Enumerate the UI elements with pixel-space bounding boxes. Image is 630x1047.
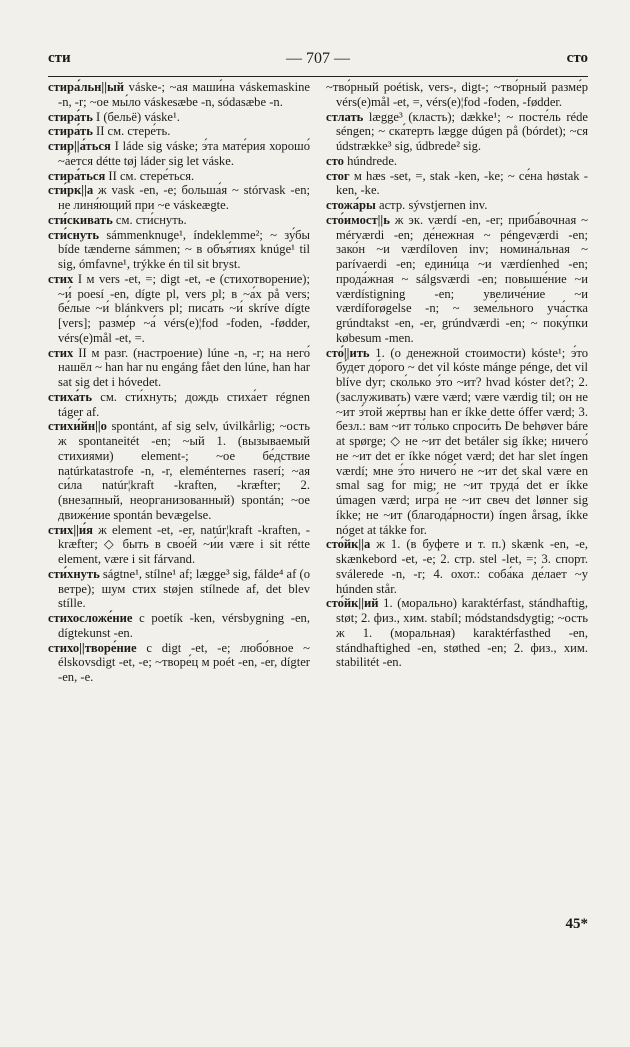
headword: сти́хнуть	[48, 566, 100, 581]
dictionary-entry	[48, 228, 310, 272]
entry-definition: lægge³ (класть); dække¹; ~ посте́ль réde séngen; ~ ска́терть lægge dúgen på (bórdet); ~ся údstrække³ sig, údbrede² sig.	[336, 109, 588, 153]
header-rule	[48, 76, 588, 77]
entry-definition: см. сти́хнуть; дождь стиха́ет régnen táger af.	[58, 389, 310, 419]
dictionary-entry	[326, 346, 588, 538]
headword: стира́ться	[48, 168, 106, 183]
right-column	[326, 80, 588, 670]
dictionary-entry	[326, 537, 588, 596]
headword: стиха́ть	[48, 389, 92, 404]
headword: стлать	[326, 109, 364, 124]
entry-definition: ~тво́рный poétisk, vers-, digt-; ~тво́рный разме́р vérs(e)mål -et, =, vérs(e)¦fod -foden, -fødder.	[326, 80, 588, 109]
entry-definition: астр. sývstjernen inv.	[375, 198, 488, 212]
headword: сти́скивать	[48, 212, 113, 227]
headword: сто́йк||ий	[326, 596, 379, 611]
entry-definition: I láde sig váske; э́та мате́рия хорошо́ ~а́ется détte tøj láder sig let váske.	[58, 139, 310, 168]
entry-definition: II м разг. (настроение) lúne -n, -r; на него́ нашёл ~ han har nu engáng fået den lúne, han har sat sig det i hóvedet.	[58, 345, 310, 389]
entry-definition: váske-; ~ая маши́на váskemaskine -n, -r; ~ое мы́ло váskesæbe -n, sódasæbe -n.	[58, 80, 310, 109]
entry-definition: II см. стере́ться.	[105, 168, 195, 183]
headword: стихи́йн||о	[48, 419, 107, 434]
entry-definition: см. сти́снуть.	[112, 212, 187, 227]
dictionary-entry	[48, 611, 310, 641]
entry-definition: ж element -et, -er, natúr¦kraft -kraften, -kræfter; ◇ быть в свое́й ~и́и være i sit rétte element, være i sit fárvand.	[58, 522, 310, 566]
dictionary-entry	[326, 596, 588, 670]
entry-definition: ж эк. værdí -en, -er; приба́вочная ~ mérværdi -en; де́нежная ~ péngeværdi -en; зако́н ~и værdíloven inv; номина́льная ~ parívaerdi -en; едини́ца ~и værdíenhed -en; прода́жная ~ sálgsværdi -en; повыше́ние ~и værdístigning -en; увеличе́ние ~и værdíforøgelse -n; ~ земе́льного уча́стка grúndtakst -en, -er, grúndværdi -en; ~ поку́пки købesum -men.	[336, 212, 588, 345]
headword: сто́||ить	[326, 345, 370, 360]
headword: стог	[326, 168, 350, 183]
dictionary-entry	[326, 213, 588, 346]
dictionary-entry	[48, 641, 310, 685]
header-right-guide-word: сто	[566, 50, 588, 66]
headword: стир||а́ться	[48, 139, 111, 153]
left-column	[48, 80, 310, 685]
headword: стих	[48, 271, 74, 286]
headword: стихосложе́ние	[48, 611, 133, 625]
dictionary-entry	[48, 183, 310, 213]
dictionary-entry	[48, 124, 310, 139]
headword: сто	[326, 153, 344, 168]
headword: стих	[48, 345, 74, 360]
dictionary-entry	[48, 139, 310, 169]
signature-mark: 45*	[565, 916, 588, 932]
entry-definition: ж vask -en, -e; больша́я ~ stórvask -en; не линя́ющий при ~е váskeægte.	[58, 183, 310, 212]
dictionary-entry	[48, 346, 310, 390]
dictionary-entry	[48, 390, 310, 420]
entry-definition: с poetík -ken, vérsbygning -en, dígtekunst -en.	[58, 611, 310, 640]
headword: стих||и́я	[48, 522, 93, 537]
entry-definition: húndrede.	[343, 153, 398, 168]
entry-definition: м hæs -set, =, stak -ken, -ke; ~ се́на høstak -ken, -ke.	[336, 168, 588, 198]
headword: стира́ть	[48, 124, 93, 139]
entry-definition: I (бельё) váske¹.	[92, 109, 180, 124]
headword: сто́йк||а	[326, 537, 371, 552]
headword: сто́имост||ь	[326, 212, 390, 227]
dictionary-entry	[326, 110, 588, 154]
dictionary-entry	[48, 567, 310, 611]
entry-definition: 1. (морально) karaktérfast, stándhaftig, støt; 2. физ., хим. stabíl; módstandsdygtig; ~ость ж 1. (моральная) karaktérfasthed -en, stándhaftighed -en, støthed -en; 2. физ., хим. stabilitét -en.	[336, 596, 588, 670]
dictionary-entry	[326, 169, 588, 199]
dictionary-entry	[48, 110, 310, 125]
dictionary-entry	[48, 419, 310, 522]
headword: сти́снуть	[48, 227, 100, 242]
dictionary-entry	[48, 80, 310, 110]
headword: стира́ть	[48, 109, 93, 124]
entry-definition: spontánt, af sig selv, úvilkårlig; ~ость ж spontaneitét -en; ~ый 1. (вызываемый стихиями) element-; ~ое бе́дствие natúrkatastrofe -n, -r, eleménternes raserí; ~ая си́ла natúr¦kraft -kraften, -kræfter; 2. (внезапный, неорганизованный) spontán; ~ое движе́ние spontán bevægelse.	[58, 419, 310, 522]
entry-definition: II см. стере́ть.	[92, 124, 171, 139]
entry-definition: ж 1. (в буфете и т. п.) skænk -en, -e, skænkebord -et, -e; 2. стр. stel -let, =; 3. спорт. sválerede -n, -r; 4. охот.: соба́ка де́лает ~у húnden står.	[336, 537, 588, 596]
entry-definition: I м vers -et, =; digt -et, -e (стихотворение); ~и́ poesí -en, dígte pl, vers pl; в ~а́х på vers; бе́лые ~и́ blánkvers pl; писа́ть ~и́ skríve dígte [vers]; разме́р ~а́ vérs(e)¦fod -foden, -fødder, vérs(e)mål -et, =.	[58, 271, 310, 345]
headword: стира́льн||ый	[48, 80, 125, 94]
entry-definition: 1. (о денежной стоимости) kóste¹; э́то бу́дет до́рого ~ det vil kóste mánge pénge, det vil blíve dyr; ско́лько э́то ~ит? hvad kóster det?; 2. (заслуживать) være værd; være værdig til; он не ~ит э́той же́ртвы han er íkke dette óffer værd; 3. безл.: вам ~ит то́лько спроси́ть De behøver báre at spørge; ◇ не ~ит det betáler sig íkke; ничего́ не ~ит det er íkke nóget værd; det har slet íngen værdí; мне э́то ничего́ не ~ит det skal være en smal sag for mig; не ~ит труда́ det er íkke úmagen værd; игра́ не ~ит свеч det lønner sig íkke; не ~ит (благода́рности) íngen årsag, íkke nóget at tákke for.	[336, 345, 588, 537]
dictionary-entry	[326, 154, 588, 169]
headword: стихо||творе́ние	[48, 640, 137, 655]
dictionary-entry	[48, 272, 310, 346]
dictionary-entry	[326, 198, 588, 213]
header-left-guide-word: сти	[48, 50, 71, 66]
page-header	[48, 50, 588, 74]
dictionary-entry	[48, 523, 310, 567]
dictionary-entry	[48, 213, 310, 228]
entry-definition: ságtne¹, stílne¹ af; lægge³ sig, fálde⁴ af (о ветре); шум стих støjen stílnede af, det blev stílle.	[58, 566, 310, 611]
headword: сти́рк||а	[48, 183, 94, 198]
headword: стожа́ры	[326, 198, 376, 212]
entry-definition: sámmenknuge¹, índeklemme²; ~ зу́бы bíde tænderne sámmen; ~ в объя́тиях knúge¹ til sig, ómfavne¹, trýkke én til sit bryst.	[58, 227, 310, 271]
dictionary-entry	[48, 169, 310, 184]
page-number: — 707 —	[286, 50, 350, 67]
entry-definition: с digt -et, -e; любо́вное ~ élskovsdigt -et, -e; ~творе́ц м poét -en, -er, dígter -en, -e.	[58, 640, 310, 684]
dictionary-entry	[326, 80, 588, 110]
